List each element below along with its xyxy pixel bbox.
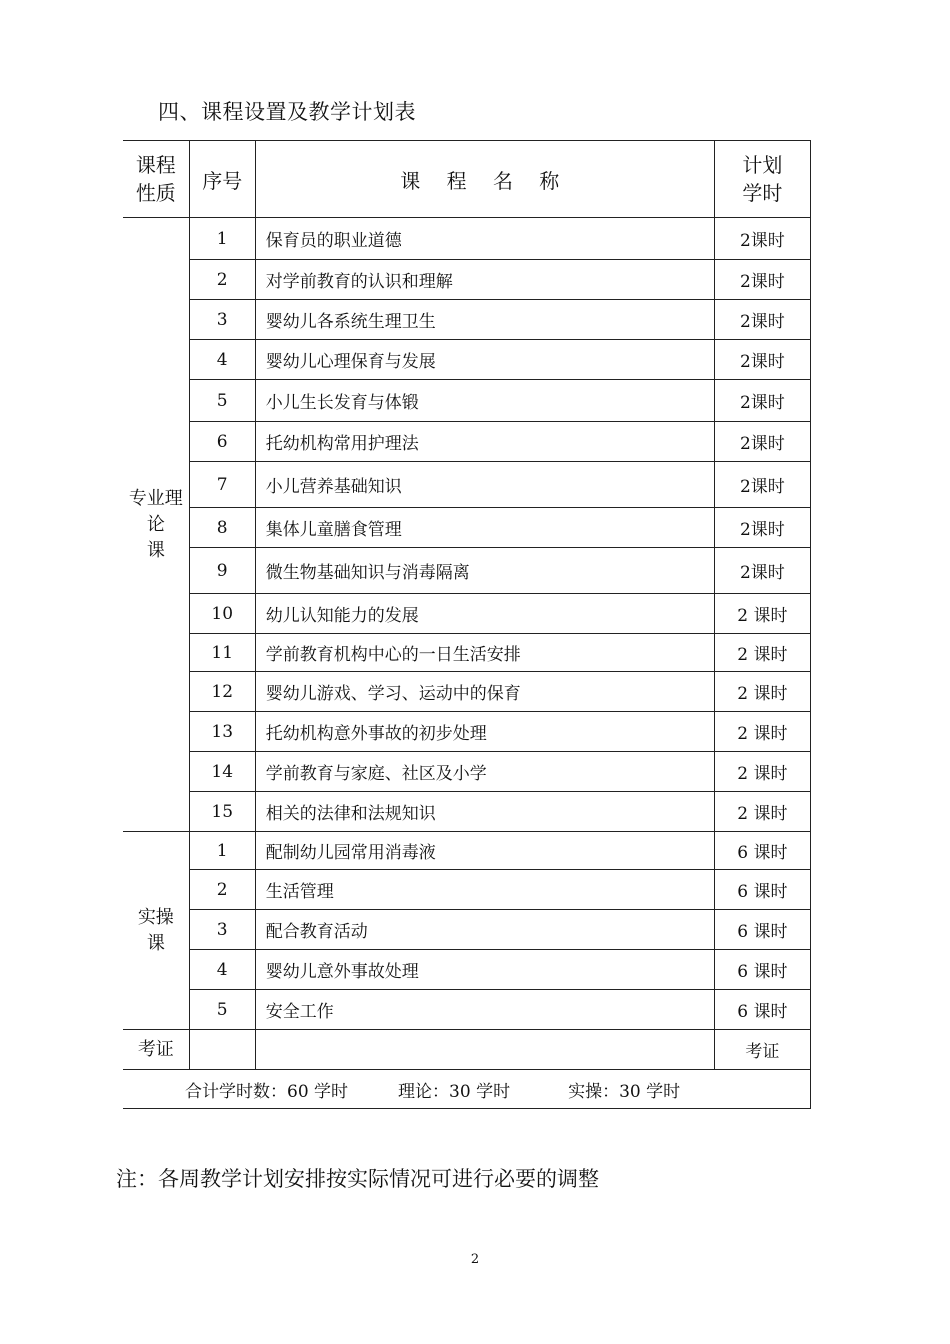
course-hours: 2课时 xyxy=(714,422,810,462)
totals-row xyxy=(123,1070,811,1109)
course-name: 托幼机构意外事故的初步处理 xyxy=(255,712,714,752)
course-name: 学前教育与家庭、社区及小学 xyxy=(255,752,714,792)
row-number: 2 xyxy=(189,870,255,910)
course-name: 生活管理 xyxy=(255,870,714,910)
totals-cell xyxy=(123,1070,811,1109)
section-heading: 四、课程设置及教学计划表 xyxy=(158,100,416,124)
table-row xyxy=(123,218,811,260)
course-name: 配合教育活动 xyxy=(255,910,714,950)
table-row xyxy=(123,712,811,752)
total-hours-text: 合计学时数：60 学时 xyxy=(185,1081,349,1102)
course-name: 微生物基础知识与消毒隔离 xyxy=(255,548,714,594)
row-number: 10 xyxy=(189,594,255,634)
page-number: 2 xyxy=(470,1252,480,1267)
table-row xyxy=(123,260,811,300)
row-number: 6 xyxy=(189,422,255,462)
course-name: 小儿生长发育与体锻 xyxy=(255,380,714,422)
group-label-theory-line2: 课 xyxy=(146,539,165,561)
table-row xyxy=(123,910,811,950)
table-row xyxy=(123,950,811,990)
course-hours: 2 课时 xyxy=(714,752,810,792)
row-number: 14 xyxy=(189,752,255,792)
theory-hours-text: 理论：30 学时 xyxy=(398,1081,511,1102)
table-header-row xyxy=(123,141,811,218)
row-number: 4 xyxy=(189,340,255,380)
table-row xyxy=(123,594,811,634)
course-name: 婴幼儿各系统生理卫生 xyxy=(255,300,714,340)
course-hours: 2课时 xyxy=(714,548,810,594)
course-name: 婴幼儿游戏、学习、运动中的保育 xyxy=(255,672,714,712)
course-hours: 6 课时 xyxy=(714,832,810,870)
course-hours: 2 课时 xyxy=(714,712,810,752)
header-hours-line2: 学时 xyxy=(742,181,783,205)
exam-name-empty xyxy=(255,1030,714,1070)
header-number: 序号 xyxy=(189,141,255,218)
course-hours: 2课时 xyxy=(714,462,810,508)
table-row xyxy=(123,634,811,672)
group-label-practice xyxy=(123,832,189,1030)
course-hours: 2 课时 xyxy=(714,634,810,672)
table-row xyxy=(123,300,811,340)
course-hours: 2课时 xyxy=(714,300,810,340)
table-row xyxy=(123,990,811,1030)
row-number: 2 xyxy=(189,260,255,300)
group-label-practice-line2: 课 xyxy=(146,932,165,954)
course-hours: 6 课时 xyxy=(714,870,810,910)
row-number: 13 xyxy=(189,712,255,752)
course-name: 幼儿认知能力的发展 xyxy=(255,594,714,634)
practice-hours-text: 实操：30 学时 xyxy=(568,1081,681,1102)
group-label-theory xyxy=(123,218,189,832)
row-number: 3 xyxy=(189,300,255,340)
course-hours: 2 课时 xyxy=(714,792,810,832)
course-name: 小儿营养基础知识 xyxy=(255,462,714,508)
course-hours: 6 课时 xyxy=(714,990,810,1030)
exam-row xyxy=(123,1030,811,1070)
header-planned-hours xyxy=(714,141,810,218)
exam-number-empty xyxy=(189,1030,255,1070)
course-hours: 2课时 xyxy=(714,260,810,300)
course-name: 托幼机构常用护理法 xyxy=(255,422,714,462)
table-row xyxy=(123,752,811,792)
group-label-practice-line1: 实操 xyxy=(137,906,174,928)
group-label-theory-line1: 专业理论 xyxy=(128,487,183,535)
table-row xyxy=(123,870,811,910)
header-course-name: 课 程 名 称 xyxy=(255,141,714,218)
table-row xyxy=(123,508,811,548)
course-name: 对学前教育的认识和理解 xyxy=(255,260,714,300)
row-number: 15 xyxy=(189,792,255,832)
course-hours: 6 课时 xyxy=(714,910,810,950)
table-row xyxy=(123,832,811,870)
course-hours: 2课时 xyxy=(714,340,810,380)
header-course-type-line1: 课程 xyxy=(135,153,176,177)
course-name: 婴幼儿心理保育与发展 xyxy=(255,340,714,380)
table-row xyxy=(123,462,811,508)
row-number: 1 xyxy=(189,832,255,870)
footnote: 注：各周教学计划安排按实际情况可进行必要的调整 xyxy=(116,1167,599,1191)
course-name: 配制幼儿园常用消毒液 xyxy=(255,832,714,870)
course-hours: 2课时 xyxy=(714,380,810,422)
row-number: 5 xyxy=(189,990,255,1030)
row-number: 7 xyxy=(189,462,255,508)
row-number: 12 xyxy=(189,672,255,712)
table-row xyxy=(123,422,811,462)
row-number: 9 xyxy=(189,548,255,594)
course-name: 安全工作 xyxy=(255,990,714,1030)
table-row xyxy=(123,672,811,712)
course-plan-table xyxy=(123,140,811,1109)
exam-hours: 考证 xyxy=(714,1030,810,1070)
table-row xyxy=(123,548,811,594)
table-row xyxy=(123,340,811,380)
header-course-type-line2: 性质 xyxy=(135,181,176,205)
course-name: 学前教育机构中心的一日生活安排 xyxy=(255,634,714,672)
table-row xyxy=(123,380,811,422)
row-number: 11 xyxy=(189,634,255,672)
row-number: 4 xyxy=(189,950,255,990)
course-hours: 2 课时 xyxy=(714,672,810,712)
course-name: 相关的法律和法规知识 xyxy=(255,792,714,832)
course-hours: 6 课时 xyxy=(714,950,810,990)
header-hours-line1: 计划 xyxy=(742,153,783,177)
course-name: 婴幼儿意外事故处理 xyxy=(255,950,714,990)
exam-label: 考证 xyxy=(123,1030,189,1070)
row-number: 8 xyxy=(189,508,255,548)
course-hours: 2课时 xyxy=(714,218,810,260)
row-number: 3 xyxy=(189,910,255,950)
header-course-type xyxy=(123,141,189,218)
row-number: 1 xyxy=(189,218,255,260)
course-hours: 2课时 xyxy=(714,508,810,548)
course-name: 保育员的职业道德 xyxy=(255,218,714,260)
course-name: 集体儿童膳食管理 xyxy=(255,508,714,548)
course-hours: 2 课时 xyxy=(714,594,810,634)
table-row xyxy=(123,792,811,832)
row-number: 5 xyxy=(189,380,255,422)
